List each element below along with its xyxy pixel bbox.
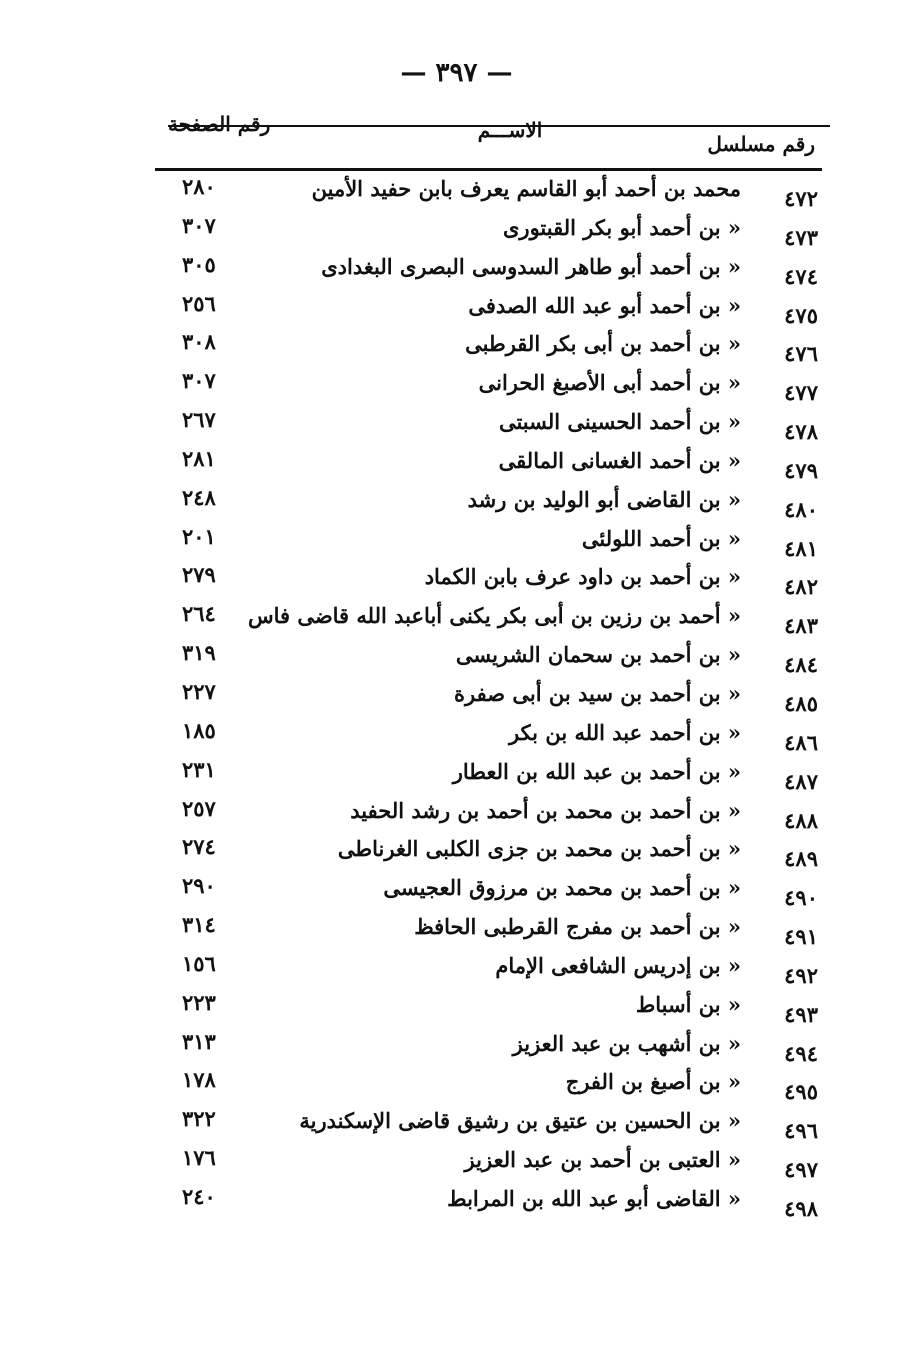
table-row xyxy=(0,716,913,755)
table-row xyxy=(0,1182,913,1221)
table-row xyxy=(0,560,913,599)
person-name: « بن أحمد أبو طاهر السدوسى البصرى البغدادى xyxy=(321,253,741,279)
serial-number: ٤٧٤ xyxy=(784,263,818,289)
serial-number: ٤٨٥ xyxy=(784,690,818,716)
person-name: « بن أحمد الحسينى السبتى xyxy=(498,409,741,435)
page-reference: ٢٦٤ xyxy=(182,601,216,627)
page-reference: ١٨٥ xyxy=(182,717,216,743)
table-row xyxy=(0,444,913,483)
serial-number: ٤٧٥ xyxy=(784,302,818,328)
page-reference: ١٧٦ xyxy=(182,1145,216,1171)
person-name: « بن أحمد اللولئى xyxy=(581,525,741,551)
index-table xyxy=(0,172,913,1221)
person-name: « بن أحمد بن أبى بكر القرطبى xyxy=(465,331,741,357)
table-row xyxy=(0,988,913,1027)
page-reference: ٣٠٥ xyxy=(182,251,216,277)
page-reference: ١٧٨ xyxy=(182,1067,216,1093)
table-row xyxy=(0,599,913,638)
table-row xyxy=(0,522,913,561)
person-name: « بن أحمد بن مفرج القرطبى الحافظ xyxy=(414,914,741,940)
page-reference: ٣١٩ xyxy=(182,640,216,666)
serial-number: ٤٩٤ xyxy=(784,1040,818,1066)
serial-number: ٤٩٠ xyxy=(784,885,818,911)
page-reference: ٢٥٧ xyxy=(182,795,216,821)
header-bottom-rule xyxy=(155,168,822,171)
serial-number: ٤٨٢ xyxy=(784,574,818,600)
page-reference: ٣٠٨ xyxy=(182,329,216,355)
person-name: « بن أسباط xyxy=(635,991,741,1017)
page-reference: ٣١٣ xyxy=(182,1028,216,1054)
table-row xyxy=(0,289,913,328)
page-reference: ٣٢٢ xyxy=(182,1106,216,1132)
page-reference: ٢٢٧ xyxy=(182,678,216,704)
person-name: « بن أحمد بن سحمان الشريسى xyxy=(455,642,741,668)
serial-number: ٤٨٤ xyxy=(784,652,818,678)
serial-number: ٤٩٦ xyxy=(784,1118,818,1144)
page-reference: ٣٠٧ xyxy=(182,368,216,394)
table-row xyxy=(0,366,913,405)
person-name: « بن أحمد بن سيد بن أبى صفرة xyxy=(454,680,741,706)
table-row xyxy=(0,755,913,794)
serial-number: ٤٩٨ xyxy=(784,1195,818,1221)
page-reference: ٢٤٠ xyxy=(182,1183,216,1209)
page-reference: ٣٠٧ xyxy=(182,212,216,238)
serial-number: ٤٩١ xyxy=(784,924,818,950)
person-name: « بن أصبغ بن الفرج xyxy=(565,1069,741,1095)
serial-number: ٤٧٦ xyxy=(784,341,818,367)
header-page: رقم الصفحة xyxy=(168,112,271,136)
page-number: — ٣٩٧ — xyxy=(400,58,513,88)
person-name: « بن أحمد أبو عبد الله الصدفى xyxy=(468,292,741,318)
serial-number: ٤٧٨ xyxy=(784,419,818,445)
serial-number: ٤٩٢ xyxy=(784,962,818,988)
person-name: « بن الحسين بن عتيق بن رشيق قاضى الإسكندرية xyxy=(299,1108,741,1134)
table-row xyxy=(0,949,913,988)
page-reference: ٢٧٤ xyxy=(182,834,216,860)
serial-number: ٤٨١ xyxy=(784,535,818,561)
page-reference: ٢٨٠ xyxy=(182,174,216,199)
person-name: « بن أحمد بن محمد بن أحمد بن رشد الحفيد xyxy=(350,797,741,823)
person-name: « بن القاضى أبو الوليد بن رشد xyxy=(467,486,741,512)
person-name: « العتبى بن أحمد بن عبد العزيز xyxy=(464,1147,741,1173)
page-reference: ٢٩٠ xyxy=(182,873,216,899)
person-name: « بن أحمد بن عبد الله بن العطار xyxy=(452,758,741,784)
page-reference: ٢٣١ xyxy=(182,756,216,782)
table-row xyxy=(0,483,913,522)
page-reference: ٢٥٦ xyxy=(182,290,216,316)
header-serial: رقم مسلسل xyxy=(707,132,815,156)
page-reference: ٢٧٩ xyxy=(182,562,216,588)
serial-number: ٤٨٨ xyxy=(784,807,818,833)
person-name: « بن إدريس الشافعى الإمام xyxy=(495,952,741,978)
serial-number: ٤٨٣ xyxy=(784,613,818,639)
person-name: « بن أحمد أبو بكر القبتورى xyxy=(502,214,741,240)
page-reference: ٢٦٧ xyxy=(182,407,216,433)
table-row xyxy=(0,677,913,716)
person-name: « أحمد بن رزين بن أبى بكر يكنى أباعبد الله قاضى فاس xyxy=(247,603,741,629)
serial-number: ٤٧٢ xyxy=(784,186,818,211)
table-row xyxy=(0,327,913,366)
serial-number: ٤٧٣ xyxy=(784,224,818,250)
person-name: « بن أحمد بن محمد بن مرزوق العجيسى xyxy=(383,875,741,901)
person-name: « بن أحمد بن محمد بن جزى الكلبى الغرناطى xyxy=(337,836,741,862)
person-name: « بن أشهب بن عبد العزيز xyxy=(512,1030,741,1056)
person-name: « القاضى أبو عبد الله بن المرابط xyxy=(447,1185,741,1211)
serial-number: ٤٩٣ xyxy=(784,1001,818,1027)
page-reference: ٢٠١ xyxy=(182,523,216,549)
person-name: « بن أحمد عبد الله بن بكر xyxy=(509,719,741,745)
serial-number: ٤٨٠ xyxy=(784,496,818,522)
table-row xyxy=(0,172,913,211)
page-reference: ١٥٦ xyxy=(182,950,216,976)
person-name: « بن أحمد الغسانى المالقى xyxy=(498,447,741,473)
serial-number: ٤٩٧ xyxy=(784,1157,818,1183)
page-reference: ٢٤٨ xyxy=(182,484,216,510)
table-row xyxy=(0,638,913,677)
header-name: الاســـم xyxy=(477,118,543,142)
person-name: محمد بن أحمد أبو القاسم يعرف بابن حفيد الأمين xyxy=(311,176,741,201)
page-reference: ٢٨١ xyxy=(182,445,216,471)
page-reference: ٢٢٣ xyxy=(182,989,216,1015)
serial-number: ٤٧٧ xyxy=(784,380,818,406)
table-row xyxy=(0,794,913,833)
serial-number: ٤٨٩ xyxy=(784,846,818,872)
serial-number: ٤٨٦ xyxy=(784,729,818,755)
serial-number: ٤٧٩ xyxy=(784,457,818,483)
serial-number: ٤٨٧ xyxy=(784,768,818,794)
table-row xyxy=(0,1027,913,1066)
table-row xyxy=(0,1143,913,1182)
table-row xyxy=(0,211,913,250)
table-row xyxy=(0,1104,913,1143)
page-reference: ٣١٤ xyxy=(182,912,216,938)
table-row xyxy=(0,405,913,444)
table-row xyxy=(0,1065,913,1104)
person-name: « بن أحمد أبى الأصبغ الحرانى xyxy=(478,370,741,396)
table-row xyxy=(0,871,913,910)
table-row xyxy=(0,910,913,949)
serial-number: ٤٩٥ xyxy=(784,1079,818,1105)
table-row xyxy=(0,250,913,289)
person-name: « بن أحمد بن داود عرف بابن الكماد xyxy=(424,564,741,590)
table-row xyxy=(0,832,913,871)
